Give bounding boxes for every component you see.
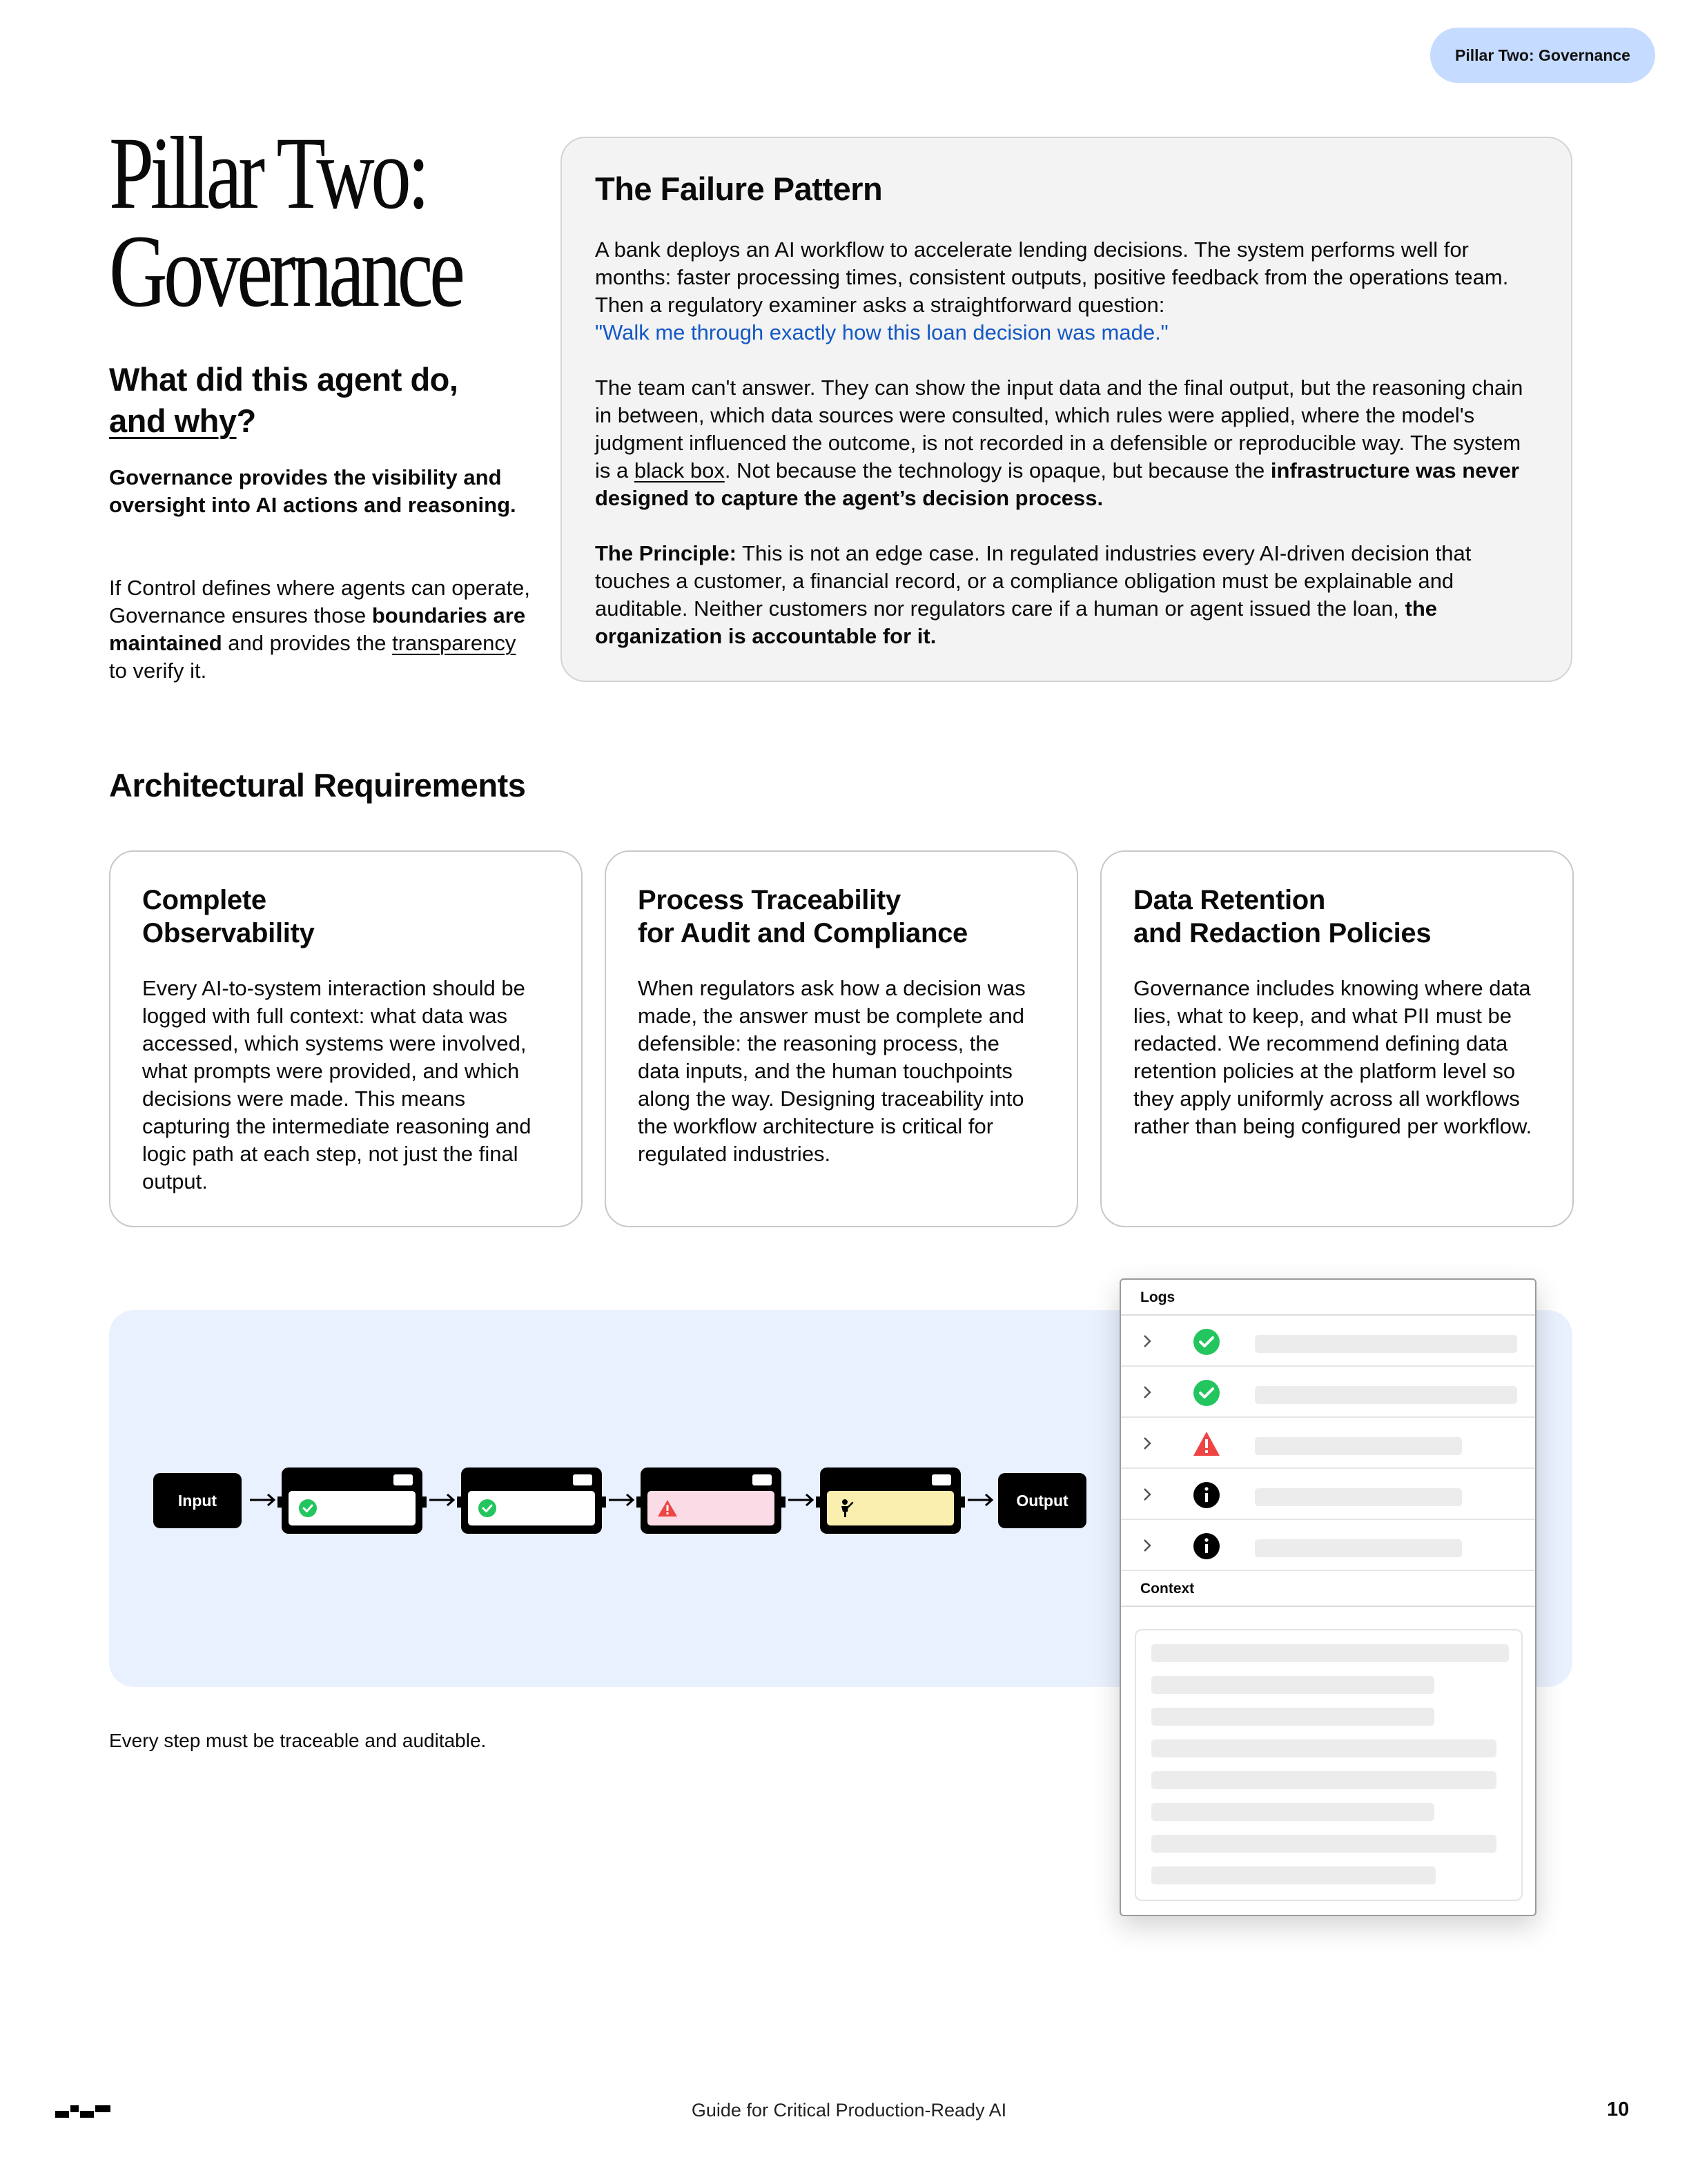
info-icon bbox=[1193, 1532, 1220, 1560]
log-entry[interactable] bbox=[1121, 1469, 1535, 1520]
chevron-right-icon[interactable] bbox=[1140, 1487, 1154, 1502]
context-placeholder-line bbox=[1151, 1644, 1509, 1662]
input-node: Input bbox=[153, 1473, 242, 1528]
chevron-right-icon[interactable] bbox=[1140, 1385, 1154, 1400]
log-placeholder-bar bbox=[1255, 1539, 1462, 1557]
connector-nub bbox=[636, 1496, 642, 1508]
section-badge: Pillar Two: Governance bbox=[1430, 28, 1655, 83]
card-title: Complete Observability bbox=[142, 885, 315, 948]
chevron-right-icon[interactable] bbox=[1140, 1538, 1154, 1553]
fp-p2-underlined: black box bbox=[634, 458, 725, 482]
connector-nub bbox=[780, 1496, 785, 1508]
question-text: What did this agent do, bbox=[109, 361, 458, 398]
context-header: Context bbox=[1121, 1571, 1535, 1607]
requirement-card-traceability bbox=[605, 850, 1078, 1227]
workflow-step-1 bbox=[282, 1468, 422, 1534]
warning-icon bbox=[1193, 1430, 1220, 1458]
step-body bbox=[468, 1491, 595, 1525]
log-placeholder-bar bbox=[1255, 1437, 1462, 1455]
context-placeholder-line bbox=[1151, 1708, 1434, 1726]
lede2-underlined: transparency bbox=[392, 631, 516, 655]
requirement-card-observability bbox=[109, 850, 583, 1227]
workflow-step-2 bbox=[461, 1468, 602, 1534]
arrow-icon bbox=[609, 1491, 636, 1509]
failure-pattern-heading: The Failure Pattern bbox=[595, 170, 883, 207]
principle-label: The Principle: bbox=[595, 541, 736, 565]
step-tab bbox=[393, 1474, 413, 1485]
logs-header: Logs bbox=[1121, 1280, 1535, 1316]
failure-pattern-box bbox=[560, 137, 1572, 682]
failure-pattern-principle bbox=[595, 540, 1538, 650]
workflow-step-4 bbox=[820, 1468, 961, 1534]
log-placeholder-bar bbox=[1255, 1386, 1517, 1404]
fp-p2-text-2: . Not because the technology is opaque, but because the bbox=[724, 458, 1271, 482]
principle-bold: the organization is accountable for it. bbox=[595, 596, 1437, 648]
chevron-right-icon[interactable] bbox=[1140, 1436, 1154, 1451]
step-tab bbox=[573, 1474, 592, 1485]
fp-p2-bold: infrastructure was never designed to capture the agent’s decision process. bbox=[595, 458, 1519, 510]
arrow-icon bbox=[788, 1491, 816, 1509]
connector-nub bbox=[959, 1496, 965, 1508]
question-underlined: and why bbox=[109, 402, 237, 439]
requirement-card-retention bbox=[1100, 850, 1574, 1227]
connector-nub bbox=[277, 1496, 283, 1508]
output-node: Output bbox=[998, 1473, 1086, 1528]
page-number: 10 bbox=[1607, 2098, 1630, 2120]
context-placeholder-line bbox=[1151, 1835, 1496, 1853]
context-placeholder-line bbox=[1151, 1739, 1496, 1757]
lede2-text-3: to verify it. bbox=[109, 659, 207, 683]
diagram-caption: Every step must be traceable and auditable. bbox=[109, 1730, 487, 1751]
check-icon bbox=[1193, 1379, 1220, 1407]
page-title-line-1: Pillar Two: bbox=[109, 116, 427, 231]
fp-p1-text: A bank deploys an AI workflow to accelerate lending decisions. The system performs well for months: faster processing times, consistent outputs, positive feedback from the operations team. Then a regulatory examiner asks a straightforward question: bbox=[595, 237, 1509, 317]
arrow-icon bbox=[250, 1491, 277, 1509]
context-placeholder-line bbox=[1151, 1771, 1496, 1789]
chevron-right-icon[interactable] bbox=[1140, 1334, 1154, 1349]
lede2-text-2: and provides the bbox=[222, 631, 393, 655]
fp-p2-text-1: The team can't answer. They can show the input data and the final output, but the reasoning chain in between, which data sources were consulted, which rules were applied, where the model's judgment influenced the outcome, is not recorded in a defensible or reproducible way. The system is a bbox=[595, 376, 1523, 482]
connector-nub bbox=[421, 1496, 427, 1508]
card-body: Every AI-to-system interaction should be logged with full context: what data was accessed, which systems were involved, what prompts were provided, and which decisions were made. This means capturing the intermediate reasoning and logic path at each step, not just the final output. bbox=[142, 976, 531, 1193]
check-icon bbox=[298, 1499, 318, 1518]
log-entry[interactable] bbox=[1121, 1367, 1535, 1418]
info-icon bbox=[1193, 1481, 1220, 1509]
log-placeholder-bar bbox=[1255, 1488, 1462, 1506]
context-content bbox=[1135, 1629, 1523, 1901]
section-question bbox=[109, 359, 496, 442]
failure-pattern-paragraph-1 bbox=[595, 236, 1538, 347]
lede2-text-1: If Control defines where agents can operate, Governance ensures those bbox=[109, 576, 531, 627]
requirements-heading: Architectural Requirements bbox=[109, 767, 526, 803]
step-body bbox=[289, 1491, 416, 1525]
connector-nub bbox=[816, 1496, 821, 1508]
examiner-quote: "Walk me through exactly how this loan decision was made." bbox=[595, 320, 1169, 344]
card-title: Data Retention and Redaction Policies bbox=[1133, 885, 1432, 948]
arrow-icon bbox=[429, 1491, 457, 1509]
context-placeholder-line bbox=[1151, 1866, 1436, 1884]
lede2-bold: boundaries are maintained bbox=[109, 603, 526, 655]
principle-text: This is not an edge case. In regulated industries every AI-driven decision that touches a customer, a financial record, or a compliance obligation must be explainable and auditable. Neither customers nor regulators care if a human or agent issued the loan, bbox=[595, 541, 1472, 621]
workflow-step-3 bbox=[641, 1468, 781, 1534]
page-title-line-2: Governance bbox=[109, 214, 462, 329]
page-title bbox=[109, 116, 462, 329]
check-icon bbox=[478, 1499, 497, 1518]
card-body: Governance includes knowing where data lies, what to keep, and what PII must be redacted. We recommend defining data retention policies at the platform level so they apply uniformly across all workflows rather than being configured per workflow. bbox=[1133, 976, 1532, 1138]
failure-pattern-paragraph-2 bbox=[595, 374, 1538, 512]
lede: Governance provides the visibility and oversight into AI actions and reasoning. bbox=[109, 465, 516, 517]
check-icon bbox=[1193, 1328, 1220, 1356]
step-tab bbox=[932, 1474, 951, 1485]
log-entry[interactable] bbox=[1121, 1316, 1535, 1367]
lede-secondary bbox=[109, 574, 537, 685]
arrow-icon bbox=[968, 1491, 995, 1509]
question-mark: ? bbox=[236, 402, 256, 439]
connector-nub bbox=[601, 1496, 606, 1508]
connector-nub bbox=[457, 1496, 462, 1508]
warning-icon bbox=[657, 1499, 678, 1518]
step-tab bbox=[752, 1474, 772, 1485]
log-entry[interactable] bbox=[1121, 1520, 1535, 1571]
card-title: Process Traceability for Audit and Compliance bbox=[638, 885, 968, 948]
step-body bbox=[827, 1491, 954, 1525]
context-placeholder-line bbox=[1151, 1803, 1434, 1821]
log-entry[interactable] bbox=[1121, 1418, 1535, 1469]
context-placeholder-line bbox=[1151, 1676, 1434, 1694]
card-body: When regulators ask how a decision was made, the answer must be complete and defensible: the reasoning process, the data inputs, and the human touchpoints along the way. Designing traceability into the workflow architecture is critical for regulated industries. bbox=[638, 976, 1026, 1166]
person-icon bbox=[837, 1498, 856, 1519]
log-placeholder-bar bbox=[1255, 1335, 1517, 1353]
footer-title: Guide for Critical Production-Ready AI bbox=[691, 2100, 1007, 2120]
step-body bbox=[647, 1491, 774, 1525]
logs-panel bbox=[1120, 1278, 1536, 1916]
